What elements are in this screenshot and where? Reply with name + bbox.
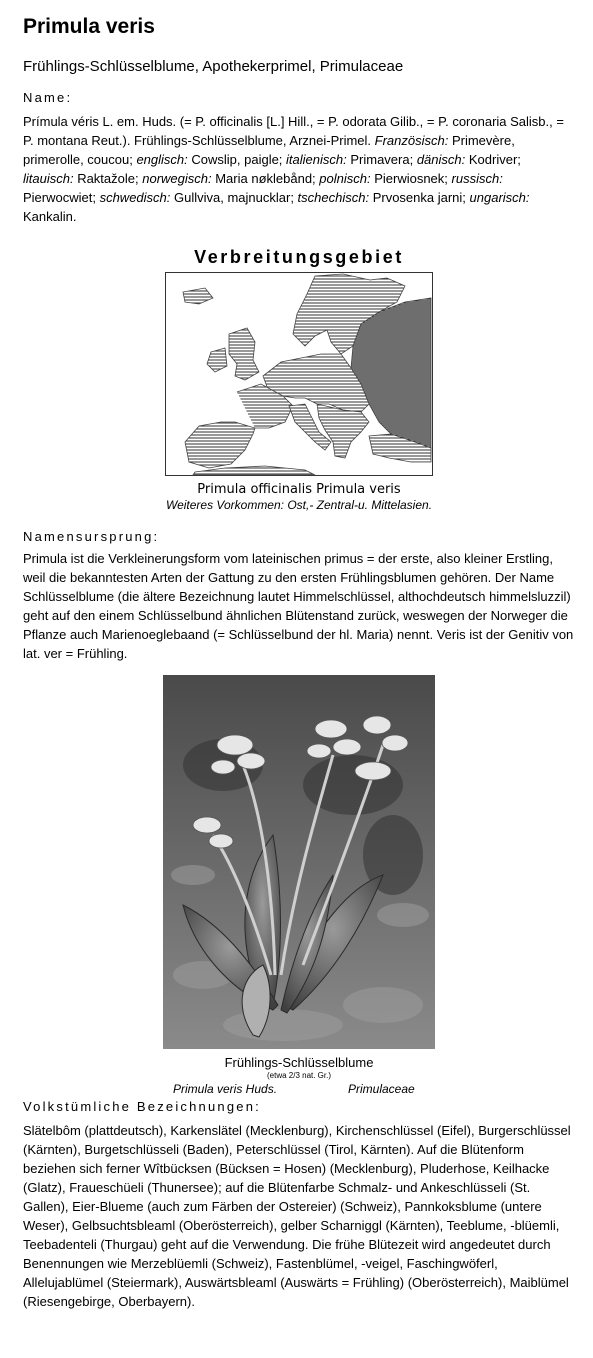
language-label: englisch: [136,152,188,167]
name-heading: Name: [23,90,73,105]
map-caption: Primula officinalis Primula veris [197,482,401,497]
language-label: tschechisch: [297,190,370,205]
name-text-segment: Cowslip, paigle; [187,152,287,167]
photo-scale: (etwa 2/3 nat. Gr.) [266,1071,332,1080]
page-subtitle: Frühlings-Schlüsselblume, Apothekerprimel, Primulaceae [23,58,404,75]
language-label: litauisch: [23,171,74,186]
origin-paragraph: Primula ist die Verkleinerungsform vom lateinischen primus = der erste, also kleiner Erstling, weil die bekanntesten Arten der Gattung zu den ersten Frühlingsblumen gehören. Der Name Schlüsselblume (die ältere Bezeichnung lautet Himmelschlüssel, althochdeutsch himmelsluzzil) geht auf den einem Schlüsselbund ähnlichen Blütenstand zurück, weswegen der Norweger die Pflanze auch Marienoeglebaand (= Schlüsselbund der hl. Maria) nennt. Veris ist der Genitiv von lat. ver = Frühling. [23,551,574,661]
name-text-segment: Pierwocwiet; [23,190,100,205]
distribution-heading: Verbreitungsgebiet [194,247,404,267]
primula-plant-image [163,675,435,1049]
language-label: ungarisch: [469,190,530,205]
distribution-map [165,272,433,476]
name-paragraph [23,112,575,226]
name-text-segment: Prvosenka jarni; [369,190,470,205]
photo-family: Primulaceae [348,1082,415,1096]
language-label: schwedisch: [99,190,171,205]
photo-latin-name: Primula veris Huds. [173,1082,278,1096]
language-label: polnisch: [319,171,371,186]
folk-names-paragraph: Slätelbôm (plattdeutsch), Karkenslätel (Mecklenburg), Kirchenschlüssel (Eifel), Burgerschlüssel (Kärnten), Burgetschlüsseli (Baden), Peterschlüssel (Tirol, Kärnten). Auf die Blütenform beziehen sich ferner Wîtbücksen (Bücksen = Hosen) (Mecklenburg), Pluderhose, Keilhacke (Glatz), Fraueschüeli (Thunersee); auf die Blütenfarbe Schmalz- und Ankeschlüsseli (St. Gallen), Eier-Blueme (auch zum Färben der Ostereier) (Schweiz), Pannkoksblume (untere Weser), Gelbsuchtsbleaml (Oberösterreich), gelber Scharniggl (Kärnten), Teeblume, -blüemli, Teebadenteli (Thurgau) geht auf die Verwendung. Die frühe Blütezeit wird angedeutet durch Benennungen wie Merzeblüemli (Schweiz), Fastenblümel, -veigel, Faschingwöferl, Allelujablümel (Steiermark), Auswärtsbleaml (Auswärts = Frühling) (Oberösterreich), Maiblümel (Riesengebirge, Oberbayern). [23,1123,571,1309]
map-caption-note: Weiteres Vorkommen: Ost,- Zentral-u. Mittelasien. [165,498,433,512]
name-text-segment: Kankalin. [23,209,77,224]
name-text-segment: Pierwiosnek; [370,171,452,186]
plant-photo [163,675,435,1049]
photo-latin-line [23,1081,575,1097]
language-label: russisch: [451,171,503,186]
photo-caption: Frühlings-Schlüsselblume [224,1055,374,1070]
name-text-segment: Raktažole; [73,171,143,186]
name-text-segment: Primevère, primerolle, coucou; [23,133,515,167]
name-text-segment: Primavera; [346,152,417,167]
name-text-segment: Kodriver; [465,152,521,167]
document-page [23,14,575,1311]
language-label: dänisch: [416,152,466,167]
language-label: italienisch: [286,152,347,167]
name-text-segment: Prímula véris L. em. Huds. (= P. officinalis [L.] Hill., = P. odorata Gilib., = P. coronaria Salisb., = P. montana Reut.). Frühlings-Schlüsselblume, Arznei-Primel. [23,114,564,148]
europe-map-icon [165,272,433,476]
origin-heading: Namensursprung: [23,529,160,544]
name-text-segment: Gullviva, majnucklar; [170,190,298,205]
language-label: norwegisch: [142,171,212,186]
page-title: Primula veris [23,15,155,38]
folk-names-heading: Volkstümliche Bezeichnungen: [23,1099,261,1114]
language-label: Französisch: [374,133,449,148]
name-text-segment: Maria nøklebånd; [211,171,320,186]
